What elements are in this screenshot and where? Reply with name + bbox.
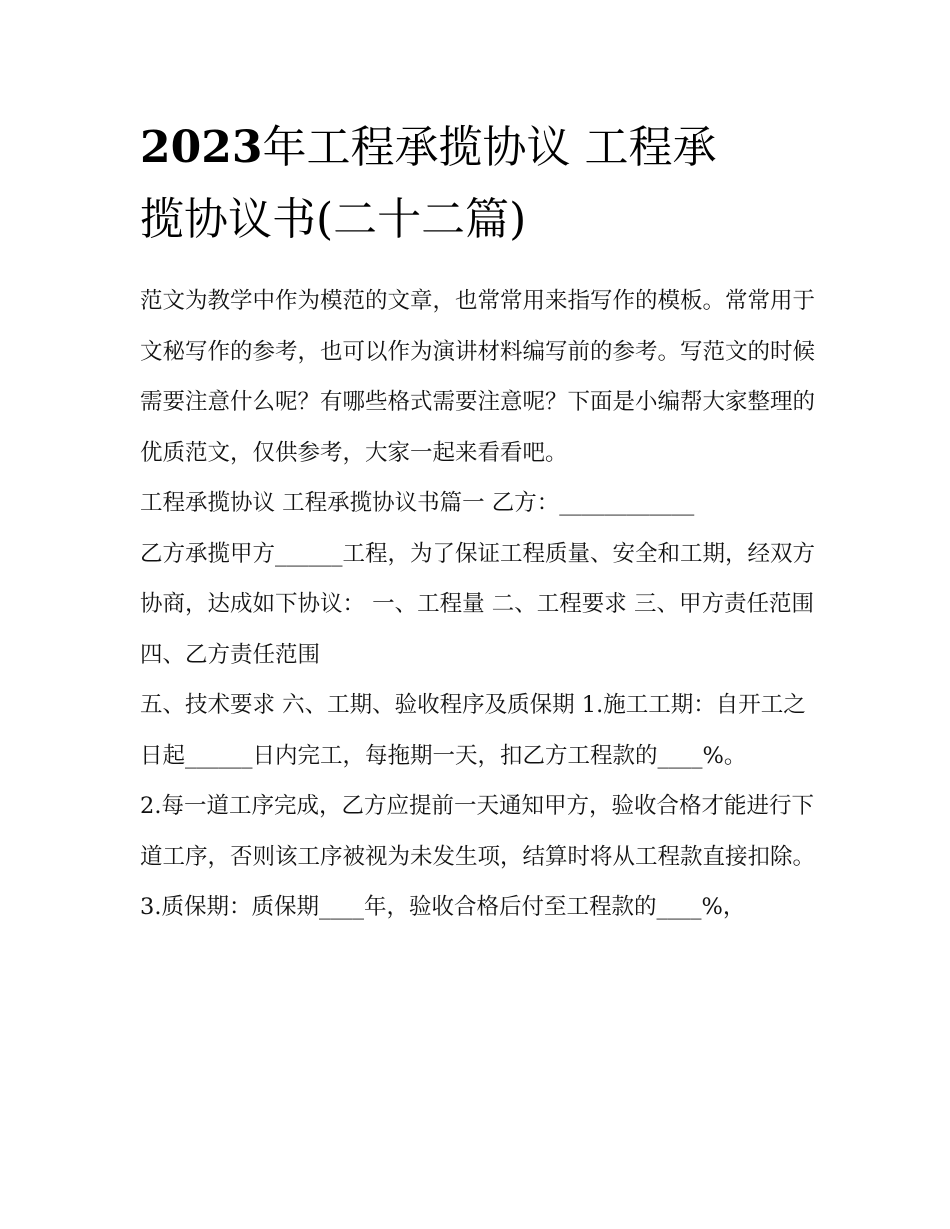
paragraph-inspection: 2.每一道工序完成，乙方应提前一天通知甲方，验收合格才能进行下道工序，否则该工序被视为未发生项，结算时将从工程款直接扣除。 bbox=[140, 793, 816, 870]
document-page bbox=[140, 112, 815, 933]
paragraph-contract-header: 工程承揽协议 工程承揽协议书篇一 乙方：____________ bbox=[140, 490, 695, 516]
paragraph-schedule: 五、技术要求 六、工期、验收程序及质保期 1.施工工期：自开工之日起______日内完工，每拖期一天，扣乙方工程款的____%。 bbox=[140, 692, 806, 769]
title-line-1-text: 年工程承揽协议 工程承 bbox=[262, 122, 717, 173]
title-line-1 bbox=[140, 112, 815, 184]
title-year: 2023 bbox=[140, 122, 263, 173]
paragraph-warranty: 3.质保期：质保期____年，验收合格后付至工程款的____%， bbox=[140, 894, 746, 920]
paragraph-intro: 范文为教学中作为模范的文章，也常常用来指写作的模板。常常用于文秘写作的参考，也可以作为演讲材料编写前的参考。写范文的时候需要注意什么呢？有哪些格式需要注意呢？下面是小编帮大家整理的优质范文，仅供参考，大家一起来看看吧。 bbox=[140, 288, 816, 466]
document-title bbox=[140, 112, 815, 256]
document-body bbox=[140, 276, 815, 933]
title-line-2: 揽协议书(二十二篇) bbox=[140, 194, 527, 245]
paragraph-scope: 乙方承揽甲方______工程，为了保证工程质量、安全和工期，经双方协商，达成如下协议： 一、工程量 二、工程要求 三、甲方责任范围 四、乙方责任范围 bbox=[140, 540, 816, 668]
